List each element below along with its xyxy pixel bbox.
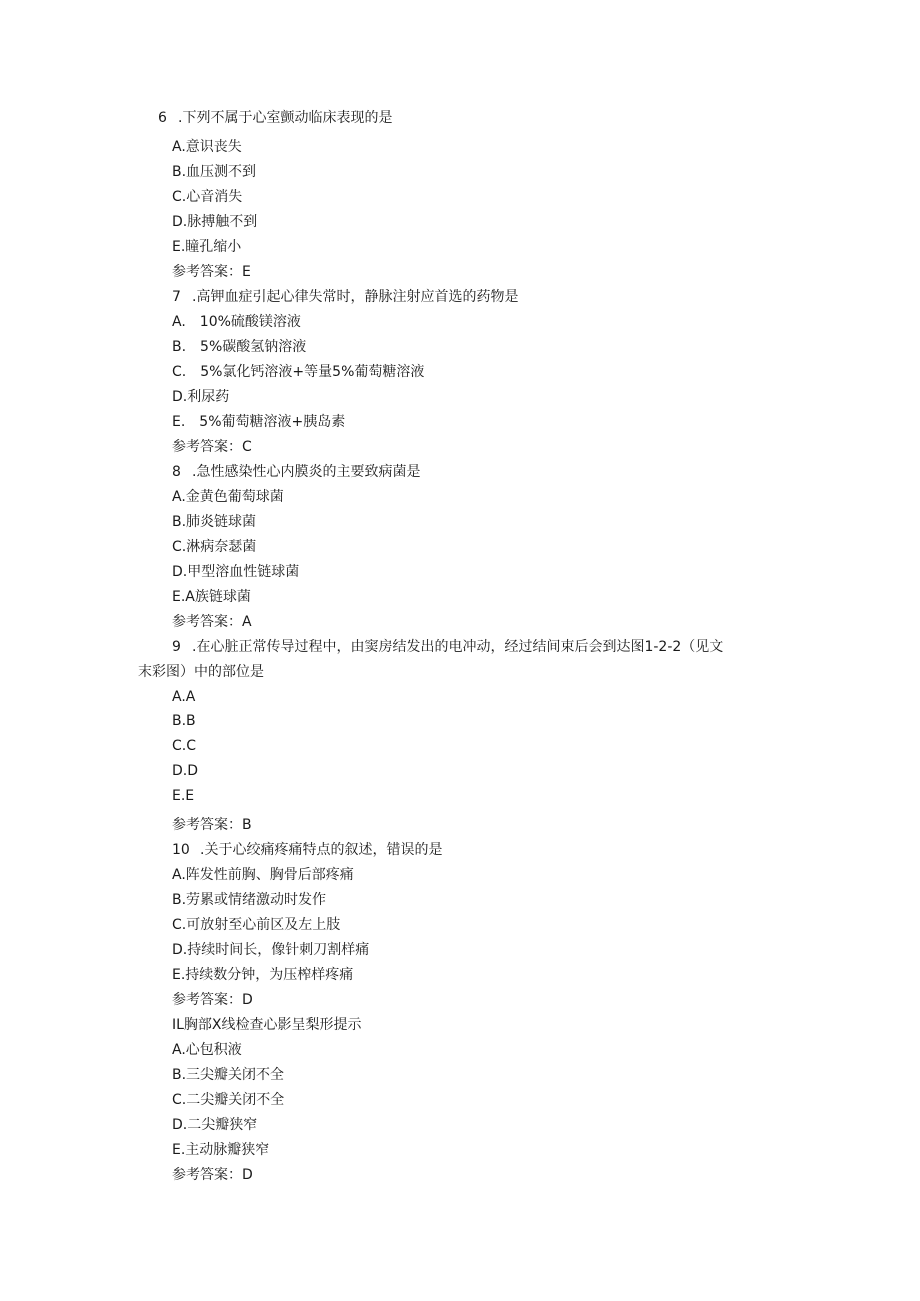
question-number: 9 xyxy=(172,639,181,655)
question-7-option-a: A. 10%硫酸镁溶液 xyxy=(172,314,301,330)
question-11-answer: 参考答案：D xyxy=(172,1167,253,1183)
question-number: 7 xyxy=(172,289,181,305)
question-9-option-e: E.E xyxy=(172,788,195,804)
question-11-option-a: A.心包积液 xyxy=(172,1042,242,1058)
question-10-option-b: B.劳累或情绪激动时发作 xyxy=(172,892,327,908)
question-9-answer: 参考答案：B xyxy=(172,817,252,833)
question-number: 8 xyxy=(172,464,181,480)
question-text: .在心脏正常传导过程中，由窦房结发出的电冲动，经过结间束后会到达图1-2-2（见文 xyxy=(192,639,724,655)
question-10-option-c: C.可放射至心前区及左上肢 xyxy=(172,917,341,933)
question-text: .高钾血症引起心律失常时，静脉注射应首选的药物是 xyxy=(192,289,519,305)
question-6-option-e: E.瞳孔缩小 xyxy=(172,239,242,255)
question-text: .急性感染性心内膜炎的主要致病菌是 xyxy=(192,464,421,480)
question-10-stem xyxy=(172,840,442,860)
question-11-option-b: B.三尖瓣关闭不全 xyxy=(172,1067,285,1083)
question-10-answer: 参考答案：D xyxy=(172,992,253,1008)
question-7-option-c: C. 5%氯化钙溶液+等量5%葡萄糖溶液 xyxy=(172,364,425,380)
question-6-stem xyxy=(158,108,392,128)
question-7-stem xyxy=(172,287,518,307)
question-6-option-a: A.意识丧失 xyxy=(172,139,242,155)
question-8-option-a: A.金黄色葡萄球菌 xyxy=(172,489,284,505)
question-number: 6 xyxy=(158,110,167,126)
question-9-option-b: B.B xyxy=(172,713,196,729)
question-9-option-d: D.D xyxy=(172,763,199,779)
question-10-option-a: A.阵发性前胸、胸骨后部疼痛 xyxy=(172,867,354,883)
question-9-option-c: C.C xyxy=(172,738,197,754)
question-11-stem: IL胸部X线检查心影呈梨形提示 xyxy=(172,1017,362,1033)
question-6-option-d: D.脉搏触不到 xyxy=(172,214,258,230)
question-7-option-b: B. 5%碳酸氢钠溶液 xyxy=(172,339,307,355)
question-8-option-e: E.A族链球菌 xyxy=(172,589,251,605)
question-8-stem xyxy=(172,462,420,482)
question-11-option-e: E.主动脉瓣狭窄 xyxy=(172,1142,270,1158)
question-number: 10 xyxy=(172,842,190,858)
question-7-option-d: D.利尿药 xyxy=(172,389,230,405)
question-7-option-e: E. 5%葡萄糖溶液+胰岛素 xyxy=(172,414,346,430)
question-8-option-b: B.肺炎链球菌 xyxy=(172,514,257,530)
question-9-stem xyxy=(172,637,723,657)
question-text: .关于心绞痛疼痛特点的叙述，错误的是 xyxy=(200,842,443,858)
question-6-option-c: C.心音消失 xyxy=(172,189,243,205)
question-9-option-a: A.A xyxy=(172,689,196,705)
question-7-answer: 参考答案：C xyxy=(172,439,252,455)
question-9-stem-continued: 末彩图）中的部位是 xyxy=(138,664,264,680)
question-10-option-e: E.持续数分钟，为压榨样疼痛 xyxy=(172,967,354,983)
question-10-option-d: D.持续时间长，像针刺刀割样痛 xyxy=(172,942,370,958)
question-11-option-c: C.二尖瓣关闭不全 xyxy=(172,1092,285,1108)
question-11-option-d: D.二尖瓣狭窄 xyxy=(172,1117,258,1133)
question-8-answer: 参考答案：A xyxy=(172,614,252,630)
question-text: .下列不属于心室颤动临床表现的是 xyxy=(178,110,393,126)
question-6-option-b: B.血压测不到 xyxy=(172,164,257,180)
question-6-answer: 参考答案：E xyxy=(172,264,251,280)
question-8-option-d: D.甲型溶血性链球菌 xyxy=(172,564,300,580)
question-8-option-c: C.淋病奈瑟菌 xyxy=(172,539,257,555)
